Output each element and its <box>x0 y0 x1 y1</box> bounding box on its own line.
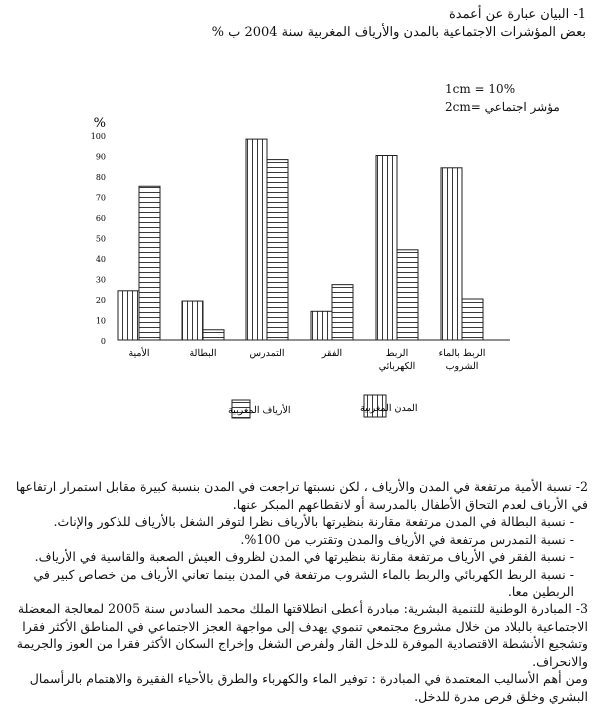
answer-2-item-poverty: - نسبة الفقر في الأرياف مرتفعة مقارنة بنظيرتها في المدن لظروف العيش الصعبة والقاسية في الأرياف. <box>34 549 574 564</box>
x-tick-label-5-line-0: الربط بالماء <box>438 348 486 359</box>
y-axis-label: % <box>93 115 106 131</box>
question-1-subtitle: بعض المؤشرات الاجتماعية بالمدن والأرياف المغربية سنة 2004 ب % <box>211 25 586 40</box>
x-tick-label-4-line-0: الربط <box>385 348 409 359</box>
y-tick-label-50: 50 <box>95 234 106 244</box>
bar-cities-2 <box>246 139 267 340</box>
bar-cities-3 <box>311 311 332 340</box>
chart-legend <box>228 395 417 418</box>
bar-rural-0 <box>139 186 160 340</box>
answer-3 <box>10 600 588 705</box>
y-tick-label-60: 60 <box>95 214 106 223</box>
x-tick-label-0: الأمية <box>128 348 150 359</box>
bar-cities-0 <box>118 291 139 340</box>
y-tick-label-10: 10 <box>95 316 106 326</box>
y-tick-label-0: 0 <box>100 337 106 346</box>
legend-label-rural: الأرياف المغربية <box>228 405 291 416</box>
x-tick-label-5-line-1: الشروب <box>445 361 479 372</box>
bar-rural-4 <box>397 250 418 340</box>
y-tick-label-100: 100 <box>90 132 106 141</box>
x-tick-label-2: التمدرس <box>249 348 285 359</box>
bar-cities-5 <box>441 168 462 340</box>
bar-cities-1 <box>182 301 203 340</box>
answer-2-item-connection: - نسبة الربط الكهربائي والربط بالماء الشروب مرتفعة في المدن بينما تعاني الأرياف من خصاص كبير في الربطين معا. <box>33 566 574 599</box>
y-tick-label-30: 30 <box>95 275 106 285</box>
legend-label-cities: المدن المغربية <box>360 403 418 414</box>
bar-rural-1 <box>203 330 224 340</box>
question-1-heading <box>16 6 586 42</box>
question-1-title: 1- البيان عبارة عن أعمدة <box>448 7 586 22</box>
y-tick-label-20: 20 <box>95 296 106 305</box>
answer-2-item-unemployment: - نسبة البطالة في المدن مرتفعة مقارنة بنظيرتها بالأرياف نظرا لتوفر الشغل بالأرياف للذكور والإناث. <box>53 514 574 529</box>
bar-rural-5 <box>462 299 483 340</box>
bar-chart <box>0 70 600 430</box>
x-tick-label-3: الفقر <box>321 348 343 359</box>
y-tick-label-80: 80 <box>95 173 106 182</box>
bar-rural-3 <box>332 285 353 340</box>
answer-2-intro: 2- نسبة الأمية مرتفعة في المدن والأرياف ، لكن نسبتها تراجعت في المدن بنسبة كبيرة مقابل استمرار ارتفاعها في الأرياف لعدم التحاق الأطفال بالمدرسة أو لانقطاعهم المبكر عنها. <box>15 479 588 512</box>
y-tick-label-70: 70 <box>95 193 106 203</box>
x-tick-label-1: البطالة <box>189 348 217 359</box>
answer-3-paragraph-2: ومن أهم الأساليب المعتمدة في المبادرة : توفير الماء والكهرباء والطرق بالأحياء الفقيرة والاهتمام بالرأسمال البشري وخلق فرص مدرة للدخل. <box>29 671 588 704</box>
scale-line-1: 1cm = 10% <box>445 82 516 96</box>
answer-2-item-schooling: - نسبة التمدرس مرتفعة في الأرياف والمدن وتقترب من 100%. <box>240 531 574 547</box>
scale-line-2: 2cm= مؤشر اجتماعي <box>445 100 560 114</box>
y-tick-label-90: 90 <box>95 152 106 162</box>
chart-bars <box>118 139 483 340</box>
y-tick-label-40: 40 <box>95 255 106 264</box>
bar-rural-2 <box>267 160 288 340</box>
answer-3-paragraph-1: 3- المبادرة الوطنية للتنمية البشرية: مبادرة أعطى انطلاقتها الملك محمد السادس سنة 2005 لمعالجة المعضلة الاجتماعية بالبلاد من خلال مشروع مجتمعي تنموي يهدف إلى مواجهة العجز الاجتماعي في المناطق الأكثر فقرا وتشجيع الأنشطة الاقتصادية الموفرة للدخل القار ولفرص الشغل وإخراج السكان الأكثر فقرا من العوز والجريمة والانحراف. <box>16 601 588 669</box>
chart-labels <box>128 347 485 372</box>
x-tick-label-4-line-1: الكهربائي <box>378 361 416 372</box>
bar-cities-4 <box>376 156 397 341</box>
answer-2 <box>10 478 588 601</box>
